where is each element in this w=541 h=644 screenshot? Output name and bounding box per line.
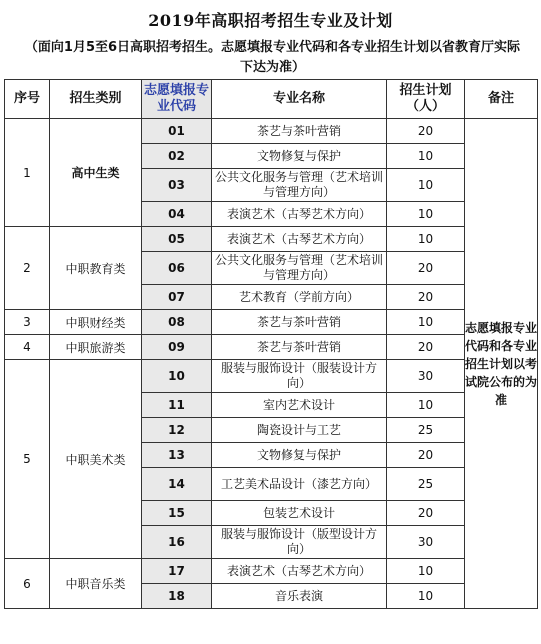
row-category: 中职音乐类: [50, 559, 142, 609]
row-major-name: 音乐表演: [212, 584, 387, 609]
row-major-name: 文物修复与保护: [212, 144, 387, 169]
table-header-row: [5, 80, 538, 119]
header-note: 备注: [465, 80, 538, 119]
header-name: 专业名称: [212, 80, 387, 119]
row-plan: 20: [387, 252, 465, 285]
row-category: 中职财经类: [50, 310, 142, 335]
row-major-name: 表演艺术（古琴艺术方向）: [212, 227, 387, 252]
row-code: 05: [142, 227, 212, 252]
note-cell: 志愿填报专业代码和各专业招生计划以考试院公布的为准: [465, 119, 538, 609]
row-code: 13: [142, 443, 212, 468]
row-major-name: 服装与服饰设计（服装设计方向）: [212, 360, 387, 393]
row-seq: 6: [5, 559, 50, 609]
row-code: 15: [142, 501, 212, 526]
row-seq: 3: [5, 310, 50, 335]
row-seq: 1: [5, 119, 50, 227]
table-row: [5, 119, 538, 144]
table-body: [5, 119, 538, 609]
row-seq: 5: [5, 360, 50, 559]
row-code: 16: [142, 526, 212, 559]
row-major-name: 公共文化服务与管理（艺术培训与管理方向）: [212, 252, 387, 285]
header-category: 招生类别: [50, 80, 142, 119]
row-major-name: 茶艺与茶叶营销: [212, 335, 387, 360]
row-major-name: 表演艺术（古琴艺术方向）: [212, 202, 387, 227]
row-plan: 10: [387, 202, 465, 227]
row-code: 01: [142, 119, 212, 144]
row-plan: 10: [387, 169, 465, 202]
row-code: 07: [142, 285, 212, 310]
row-plan: 10: [387, 144, 465, 169]
row-category: 中职旅游类: [50, 335, 142, 360]
row-major-name: 表演艺术（古琴艺术方向）: [212, 559, 387, 584]
row-major-name: 艺术教育（学前方向）: [212, 285, 387, 310]
table-row: [5, 559, 538, 584]
row-major-name: 茶艺与茶叶营销: [212, 310, 387, 335]
row-category: 中职美术类: [50, 360, 142, 559]
row-code: 09: [142, 335, 212, 360]
row-plan: 20: [387, 335, 465, 360]
row-code: 08: [142, 310, 212, 335]
row-code: 12: [142, 418, 212, 443]
row-plan: 20: [387, 443, 465, 468]
header-code: 志愿填报专业代码: [142, 80, 212, 119]
row-seq: 2: [5, 227, 50, 310]
table-row: [5, 335, 538, 360]
page-title: 2019年高职招考招生专业及计划: [148, 11, 393, 30]
row-major-name: 公共文化服务与管理（艺术培训与管理方向）: [212, 169, 387, 202]
row-code: 17: [142, 559, 212, 584]
enrollment-plan-table: [4, 79, 538, 609]
row-seq: 4: [5, 335, 50, 360]
row-code: 14: [142, 468, 212, 501]
row-plan: 20: [387, 119, 465, 144]
row-plan: 10: [387, 559, 465, 584]
row-code: 10: [142, 360, 212, 393]
row-plan: 20: [387, 501, 465, 526]
row-plan: 30: [387, 526, 465, 559]
row-category: 高中生类: [50, 119, 142, 227]
table-row: [5, 227, 538, 252]
row-major-name: 工艺美术品设计（漆艺方向）: [212, 468, 387, 501]
row-plan: 10: [387, 393, 465, 418]
row-code: 06: [142, 252, 212, 285]
table-row: [5, 360, 538, 393]
header-seq: 序号: [5, 80, 50, 119]
row-plan: 10: [387, 584, 465, 609]
row-code: 03: [142, 169, 212, 202]
row-major-name: 文物修复与保护: [212, 443, 387, 468]
row-major-name: 茶艺与茶叶营销: [212, 119, 387, 144]
row-code: 02: [142, 144, 212, 169]
row-category: 中职教育类: [50, 227, 142, 310]
row-plan: 25: [387, 468, 465, 501]
row-plan: 10: [387, 227, 465, 252]
row-plan: 10: [387, 310, 465, 335]
row-plan: 20: [387, 285, 465, 310]
page-subtitle: （面向1月5至6日高职招考招生。志愿填报专业代码和各专业招生计划以省教育厅实际下达为准）: [24, 40, 521, 75]
row-major-name: 陶瓷设计与工艺: [212, 418, 387, 443]
row-major-name: 包装艺术设计: [212, 501, 387, 526]
row-code: 11: [142, 393, 212, 418]
row-code: 18: [142, 584, 212, 609]
row-plan: 25: [387, 418, 465, 443]
row-plan: 30: [387, 360, 465, 393]
row-major-name: 室内艺术设计: [212, 393, 387, 418]
row-major-name: 服装与服饰设计（版型设计方向）: [212, 526, 387, 559]
header-plan: 招生计划（人）: [387, 80, 465, 119]
row-code: 04: [142, 202, 212, 227]
table-row: [5, 310, 538, 335]
